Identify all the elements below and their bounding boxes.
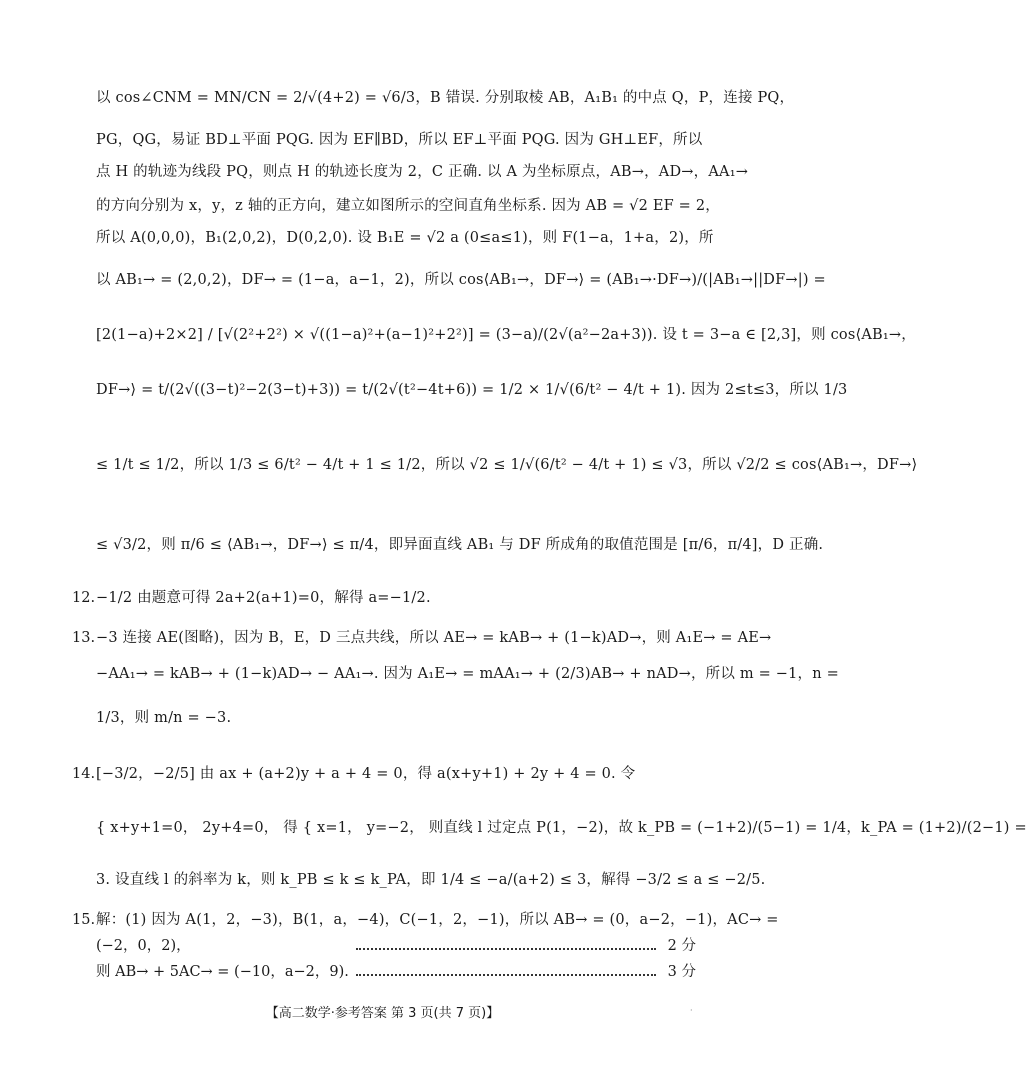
question-15-line: (−2，0，2)， [96,938,191,954]
question-14-line: 3. 设直线 l 的斜率为 k，则 k_PB ≤ k ≤ k_PA，即 1/4 ≤ −a/(a+2) ≤ 3，解得 −3/2 ≤ a ≤ −2/5. [96,872,766,888]
question-14-line: [−3/2，−2/5] 由 ax + (a+2)y + a + 4 = 0，得 a(x+y+1) + 2y + 4 = 0. 令 [96,766,636,782]
question-14-line: { x+y+1=0， 2y+4=0， 得 { x=1， y=−2， 则直线 l 过定点 P(1，−2)，故 k_PB = (−1+2)/(5−1) = 1/4，k_PA = (1+2)/(2−1) = [96,820,1027,836]
score-label: 2 分 [667,938,696,954]
question-13-line: −AA₁→ = kAB→ + (1−k)AD→ − AA₁→. 因为 A₁E→ = mAA₁→ + (2/3)AB→ + nAD→，所以 m = −1，n = [96,666,839,682]
text-line: PG，QG，易证 BD⊥平面 PQG. 因为 EF∥BD，所以 EF⊥平面 PQG. 因为 GH⊥EF，所以 [96,132,703,148]
score-row [96,936,696,956]
question-15-line: 则 AB→ + 5AC→ = (−10，a−2，9). [96,964,349,980]
question-number: 13. [72,630,96,646]
score-row [96,962,696,982]
dotted-leader [356,948,656,950]
text-line: DF→⟩ = t/(2√((3−t)²−2(3−t)+3)) = t/(2√(t²−4t+6)) = 1/2 × 1/√(6/t² − 4/t + 1). 因为 2≤t≤3，所以 1/3 [96,382,848,398]
question-13-line: −3 连接 AE(图略)，因为 B，E，D 三点共线，所以 AE→ = kAB→ + (1−k)AD→，则 A₁E→ = AE→ [96,630,772,646]
text-line: ≤ 1/t ≤ 1/2，所以 1/3 ≤ 6/t² − 4/t + 1 ≤ 1/2，所以 √2 ≤ 1/√(6/t² − 4/t + 1) ≤ √3，所以 √2/2 ≤ cos⟨AB₁→，DF→⟩ [96,457,918,473]
dotted-leader [356,974,656,976]
question-13-line: 1/3，则 m/n = −3. [96,710,232,726]
question-number: 15. [72,912,96,928]
question-12-answer: −1/2 由题意可得 2a+2(a+1)=0，解得 a=−1/2. [96,590,431,606]
text-line: 以 cos∠CNM = MN/CN = 2/√(4+2) = √6/3，B 错误. 分别取棱 AB，A₁B₁ 的中点 Q，P，连接 PQ， [96,90,795,106]
text-line: 的方向分别为 x，y，z 轴的正方向，建立如图所示的空间直角坐标系. 因为 AB = √2 EF = 2， [96,198,720,214]
text-line: 以 AB₁→ = (2,0,2)，DF→ = (1−a，a−1，2)，所以 cos⟨AB₁→，DF→⟩ = (AB₁→·DF→)/(|AB₁→||DF→|) = [96,272,826,288]
text-line: 所以 A(0,0,0)，B₁(2,0,2)，D(0,2,0). 设 B₁E = √2 a (0≤a≤1)，则 F(1−a，1+a，2)，所 [96,230,714,246]
text-line: ≤ √3/2，则 π/6 ≤ ⟨AB₁→，DF→⟩ ≤ π/4，即异面直线 AB₁ 与 DF 所成角的取值范围是 [π/6，π/4]，D 正确. [96,537,824,553]
question-number: 12. [72,590,96,606]
text-line: 点 H 的轨迹为线段 PQ，则点 H 的轨迹长度为 2，C 正确. 以 A 为坐标原点，AB→，AD→，AA₁→ [96,164,749,180]
text-line: [2(1−a)+2×2] / [√(2²+2²) × √((1−a)²+(a−1)²+2²)] = (3−a)/(2√(a²−2a+3)). 设 t = 3−a ∈ [2,3]，则 cos⟨AB₁→， [96,327,916,343]
question-number: 14. [72,766,96,782]
score-label: 3 分 [667,964,696,980]
corner-mark: · [690,1006,693,1015]
question-15-line: 解：(1) 因为 A(1，2，−3)，B(1，a，−4)，C(−1，2，−1)，所以 AB→ = (0，a−2，−1)，AC→ = [96,912,779,928]
page-footer: 【高二数学·参考答案 第 3 页(共 7 页)】 [265,1006,500,1021]
